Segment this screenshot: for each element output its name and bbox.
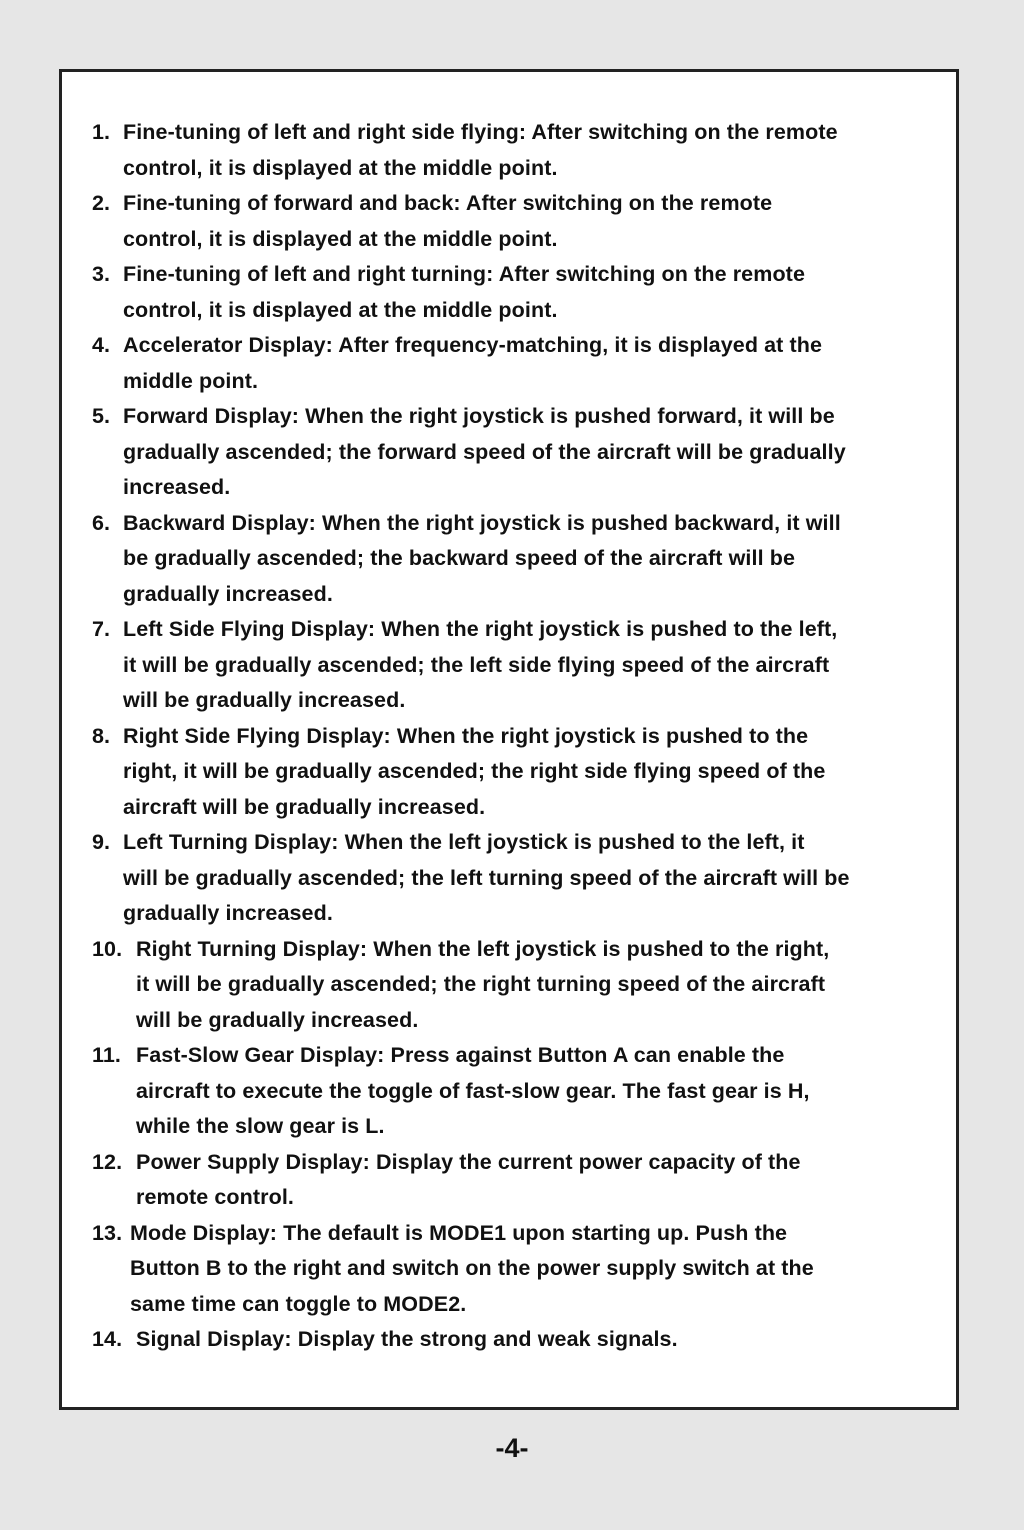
item-number: 9.: [92, 830, 111, 854]
item-text: [92, 1322, 952, 1358]
instruction-item-11: [92, 1038, 952, 1145]
item-number: 11.: [92, 1043, 122, 1067]
item-text-line: while the slow gear is L.: [136, 1114, 385, 1138]
item-text-line: Accelerator Display: After frequency-matching, it is displayed at the: [123, 333, 823, 357]
item-number: 3.: [92, 262, 111, 286]
instruction-item-6: [92, 506, 952, 613]
instruction-item-10: [92, 932, 952, 1039]
item-text: [92, 719, 952, 826]
item-text: [92, 1038, 952, 1145]
item-number: 8.: [92, 723, 111, 748]
item-text-line: aircraft will be gradually increased.: [123, 794, 486, 819]
item-text: [92, 825, 952, 932]
item-text: [92, 399, 952, 506]
item-text-line: Button B to the right and switch on the power supply switch at the: [130, 1256, 814, 1280]
page-frame: [59, 69, 959, 1410]
item-text: [92, 1216, 952, 1323]
item-text-line: remote control.: [136, 1185, 294, 1209]
item-number: 5.: [92, 404, 111, 428]
item-text-line: Fine-tuning of left and right turning: After switching on the remote: [123, 262, 806, 286]
item-text-line: it will be gradually ascended; the left side flying speed of the aircraft: [123, 652, 830, 677]
instruction-item-7: [92, 612, 952, 719]
item-text-line: be gradually ascended; the backward speed of the aircraft will be: [123, 546, 796, 570]
item-number: 2.: [92, 191, 111, 215]
instruction-item-8: [92, 719, 952, 826]
item-text-line: Forward Display: When the right joystick is pushed forward, it will be: [123, 404, 835, 428]
item-number: 1.: [92, 120, 111, 144]
item-text: [92, 1145, 952, 1216]
item-text-line: Backward Display: When the right joystick is pushed backward, it will: [123, 510, 841, 535]
item-text: [92, 328, 952, 399]
item-number: 10.: [92, 936, 123, 961]
item-text-line: Right Turning Display: When the left joystick is pushed to the right,: [136, 936, 830, 961]
item-text: [92, 612, 952, 719]
item-text-line: control, it is displayed at the middle point.: [123, 297, 558, 322]
item-text-line: same time can toggle to MODE2.: [130, 1291, 467, 1316]
item-number: 14.: [92, 1327, 123, 1351]
instruction-item-13: [92, 1216, 952, 1323]
item-text: [92, 506, 952, 613]
item-text-line: Fine-tuning of forward and back: After switching on the remote: [123, 191, 773, 215]
item-text: [92, 257, 952, 328]
item-text-line: control, it is displayed at the middle point.: [123, 155, 558, 180]
instruction-item-1: [92, 115, 952, 186]
item-text-line: will be gradually increased.: [136, 1007, 419, 1032]
item-number: 6.: [92, 510, 111, 535]
item-number: 4.: [92, 333, 111, 357]
item-text-line: right, it will be gradually ascended; the right side flying speed of the: [123, 759, 826, 783]
instruction-item-2: [92, 186, 952, 257]
item-text-line: Right Side Flying Display: When the right joystick is pushed to the: [123, 723, 809, 748]
item-text: [92, 932, 952, 1039]
item-text-line: gradually increased.: [123, 581, 333, 606]
item-text-line: gradually ascended; the forward speed of the aircraft will be gradually: [123, 439, 846, 464]
item-number: 7.: [92, 617, 111, 641]
instruction-list: [92, 115, 952, 1358]
instruction-item-5: [92, 399, 952, 506]
item-text-line: will be gradually increased.: [123, 688, 406, 712]
item-text: [92, 115, 952, 186]
instruction-item-14: [92, 1322, 952, 1358]
item-text-line: Signal Display: Display the strong and weak signals.: [136, 1327, 678, 1351]
item-number: 12.: [92, 1149, 123, 1174]
instruction-item-4: [92, 328, 952, 399]
item-text-line: Power Supply Display: Display the current power capacity of the: [136, 1149, 801, 1174]
instruction-item-3: [92, 257, 952, 328]
item-number: 13.: [92, 1220, 123, 1245]
item-text-line: increased.: [123, 475, 231, 499]
instruction-item-12: [92, 1145, 952, 1216]
item-text-line: aircraft to execute the toggle of fast-slow gear. The fast gear is H,: [136, 1078, 810, 1103]
item-text-line: Mode Display: The default is MODE1 upon starting up. Push the: [130, 1220, 788, 1245]
item-text-line: Fine-tuning of left and right side flying: After switching on the remote: [123, 120, 838, 144]
item-text-line: gradually increased.: [123, 901, 333, 925]
item-text: [92, 186, 952, 257]
item-text-line: middle point.: [123, 368, 259, 393]
item-text-line: Left Turning Display: When the left joystick is pushed to the left, it: [123, 830, 805, 854]
item-text-line: it will be gradually ascended; the right turning speed of the aircraft: [136, 972, 826, 996]
page-number: -4-: [495, 1433, 529, 1463]
instruction-item-9: [92, 825, 952, 932]
item-text-line: will be gradually ascended; the left turning speed of the aircraft will be: [123, 865, 850, 890]
item-text-line: Fast-Slow Gear Display: Press against Button A can enable the: [136, 1043, 785, 1067]
item-text-line: control, it is displayed at the middle point.: [123, 226, 558, 251]
item-text-line: Left Side Flying Display: When the right joystick is pushed to the left,: [123, 617, 838, 641]
